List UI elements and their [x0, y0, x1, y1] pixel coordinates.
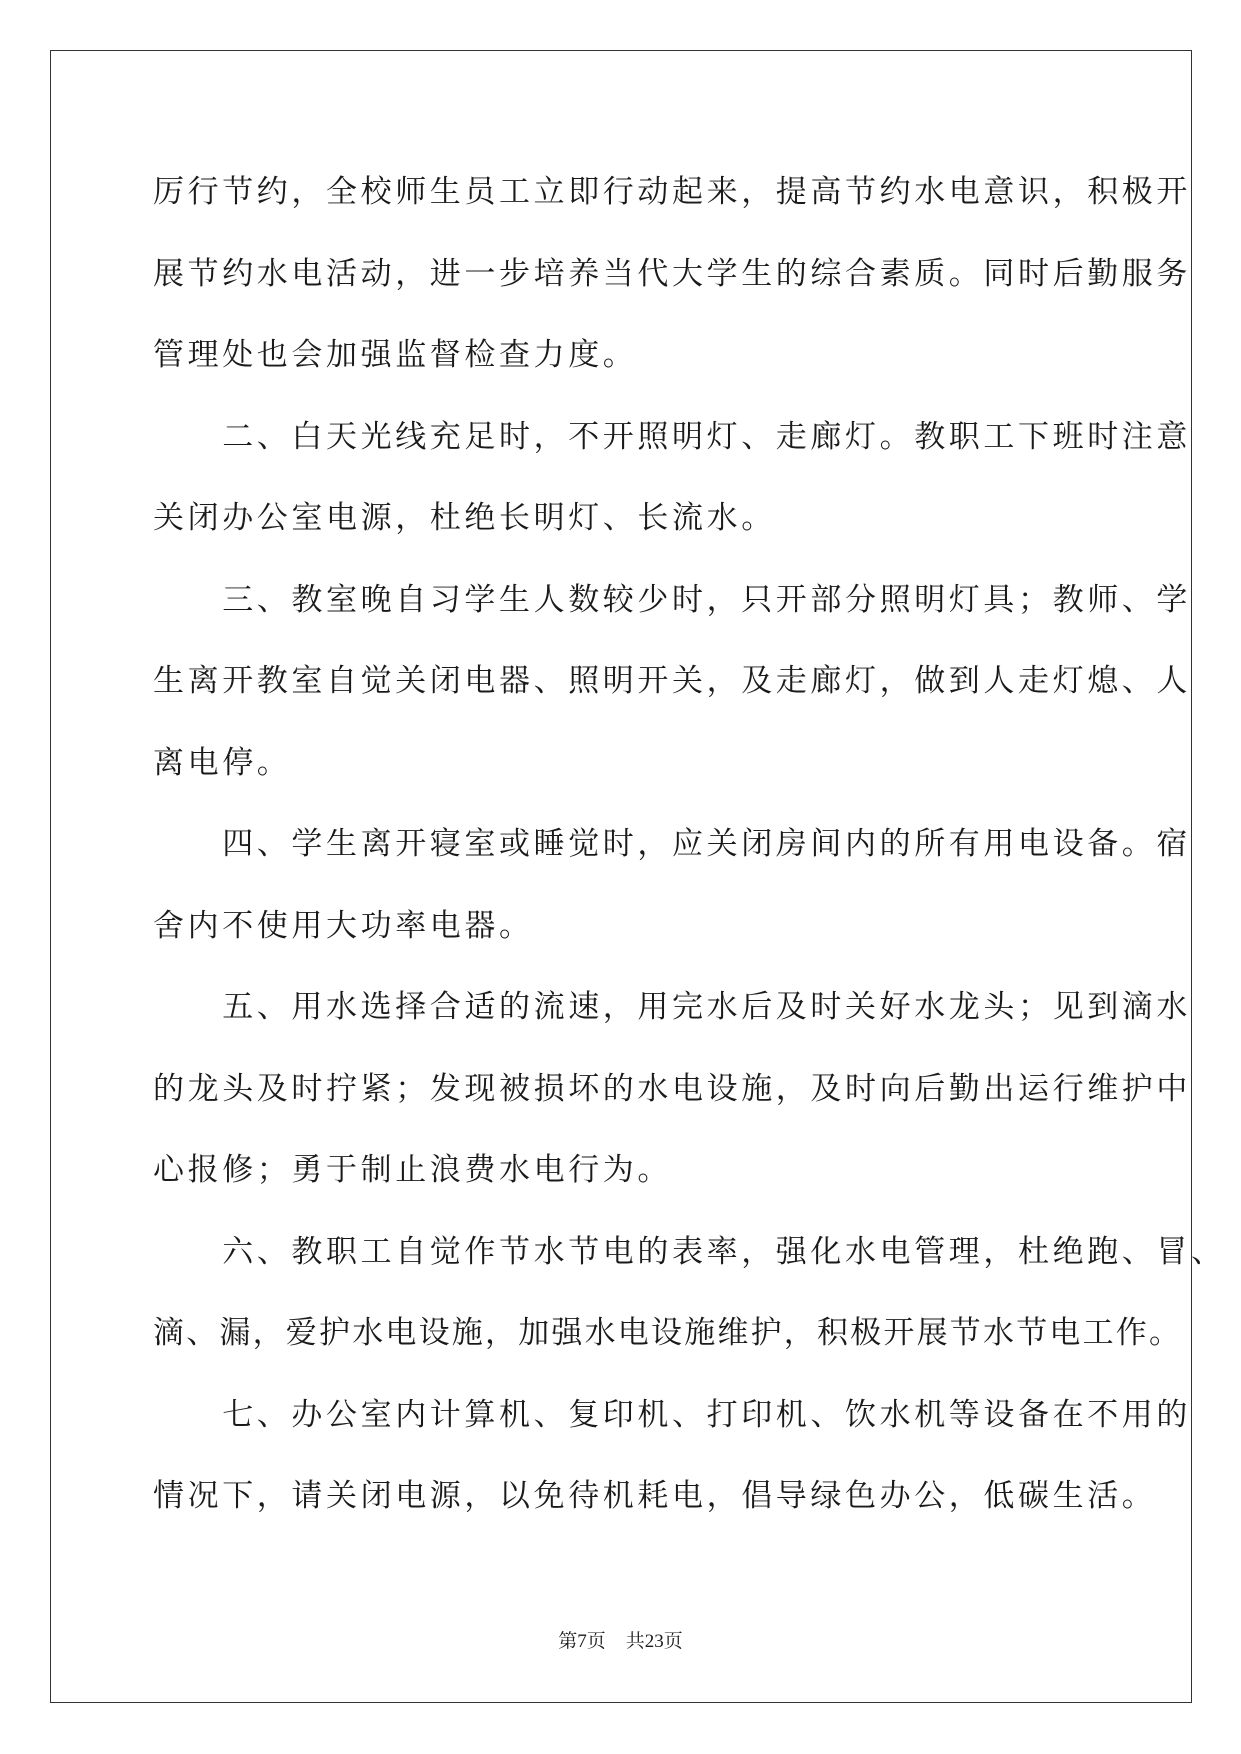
- page-number-total: 共23页: [625, 1631, 683, 1652]
- page-number-current: 第7页: [558, 1631, 606, 1652]
- text-line: 的龙头及时拧紧；发现被损坏的水电设施，及时向后勤出运行维护中: [153, 1070, 1191, 1107]
- text-line: 七、办公室内计算机、复印机、打印机、饮水机等设备在不用的: [153, 1396, 1191, 1433]
- text-line: 心报修；勇于制止浪费水电行为。: [153, 1152, 672, 1188]
- text-line: 厉行节约，全校师生员工立即行动起来，提高节约水电意识，积极开: [153, 174, 1191, 210]
- text-line: 生离开教室自觉关闭电器、照明开关，及走廊灯，做到人走灯熄、人: [153, 663, 1191, 699]
- text-line: 二、白天光线充足时，不开照明灯、走廊灯。教职工下班时注意: [153, 418, 1191, 455]
- text-line: 四、学生离开寝室或睡觉时，应关闭房间内的所有用电设备。宿: [153, 826, 1191, 862]
- text-line: 离电停。: [153, 744, 292, 781]
- text-line: 五、用水选择合适的流速，用完水后及时关好水龙头；见到滴水: [153, 989, 1191, 1025]
- page-footer: [0, 1626, 1241, 1653]
- text-line: 三、教室晚自习学生人数较少时，只开部分照明灯具；教师、学: [153, 581, 1191, 618]
- text-line: 舍内不使用大功率电器。: [153, 907, 534, 944]
- text-line: 情况下，请关闭电源，以免待机耗电，倡导绿色办公，低碳生活。: [153, 1478, 1157, 1514]
- text-line: 管理处也会加强监督检查力度。: [153, 337, 638, 373]
- text-line: 展节约水电活动，进一步培养当代大学生的综合素质。同时后勤服务: [153, 255, 1191, 292]
- document-body: [153, 152, 1226, 1538]
- text-line: 滴、漏，爱护水电设施，加强水电设施维护，积极开展节水节电工作。: [153, 1315, 1183, 1351]
- text-line: 关闭办公室电源，杜绝长明灯、长流水。: [153, 500, 776, 536]
- text-line: 六、教职工自觉作节水节电的表率，强化水电管理，杜绝跑、冒、: [153, 1233, 1226, 1270]
